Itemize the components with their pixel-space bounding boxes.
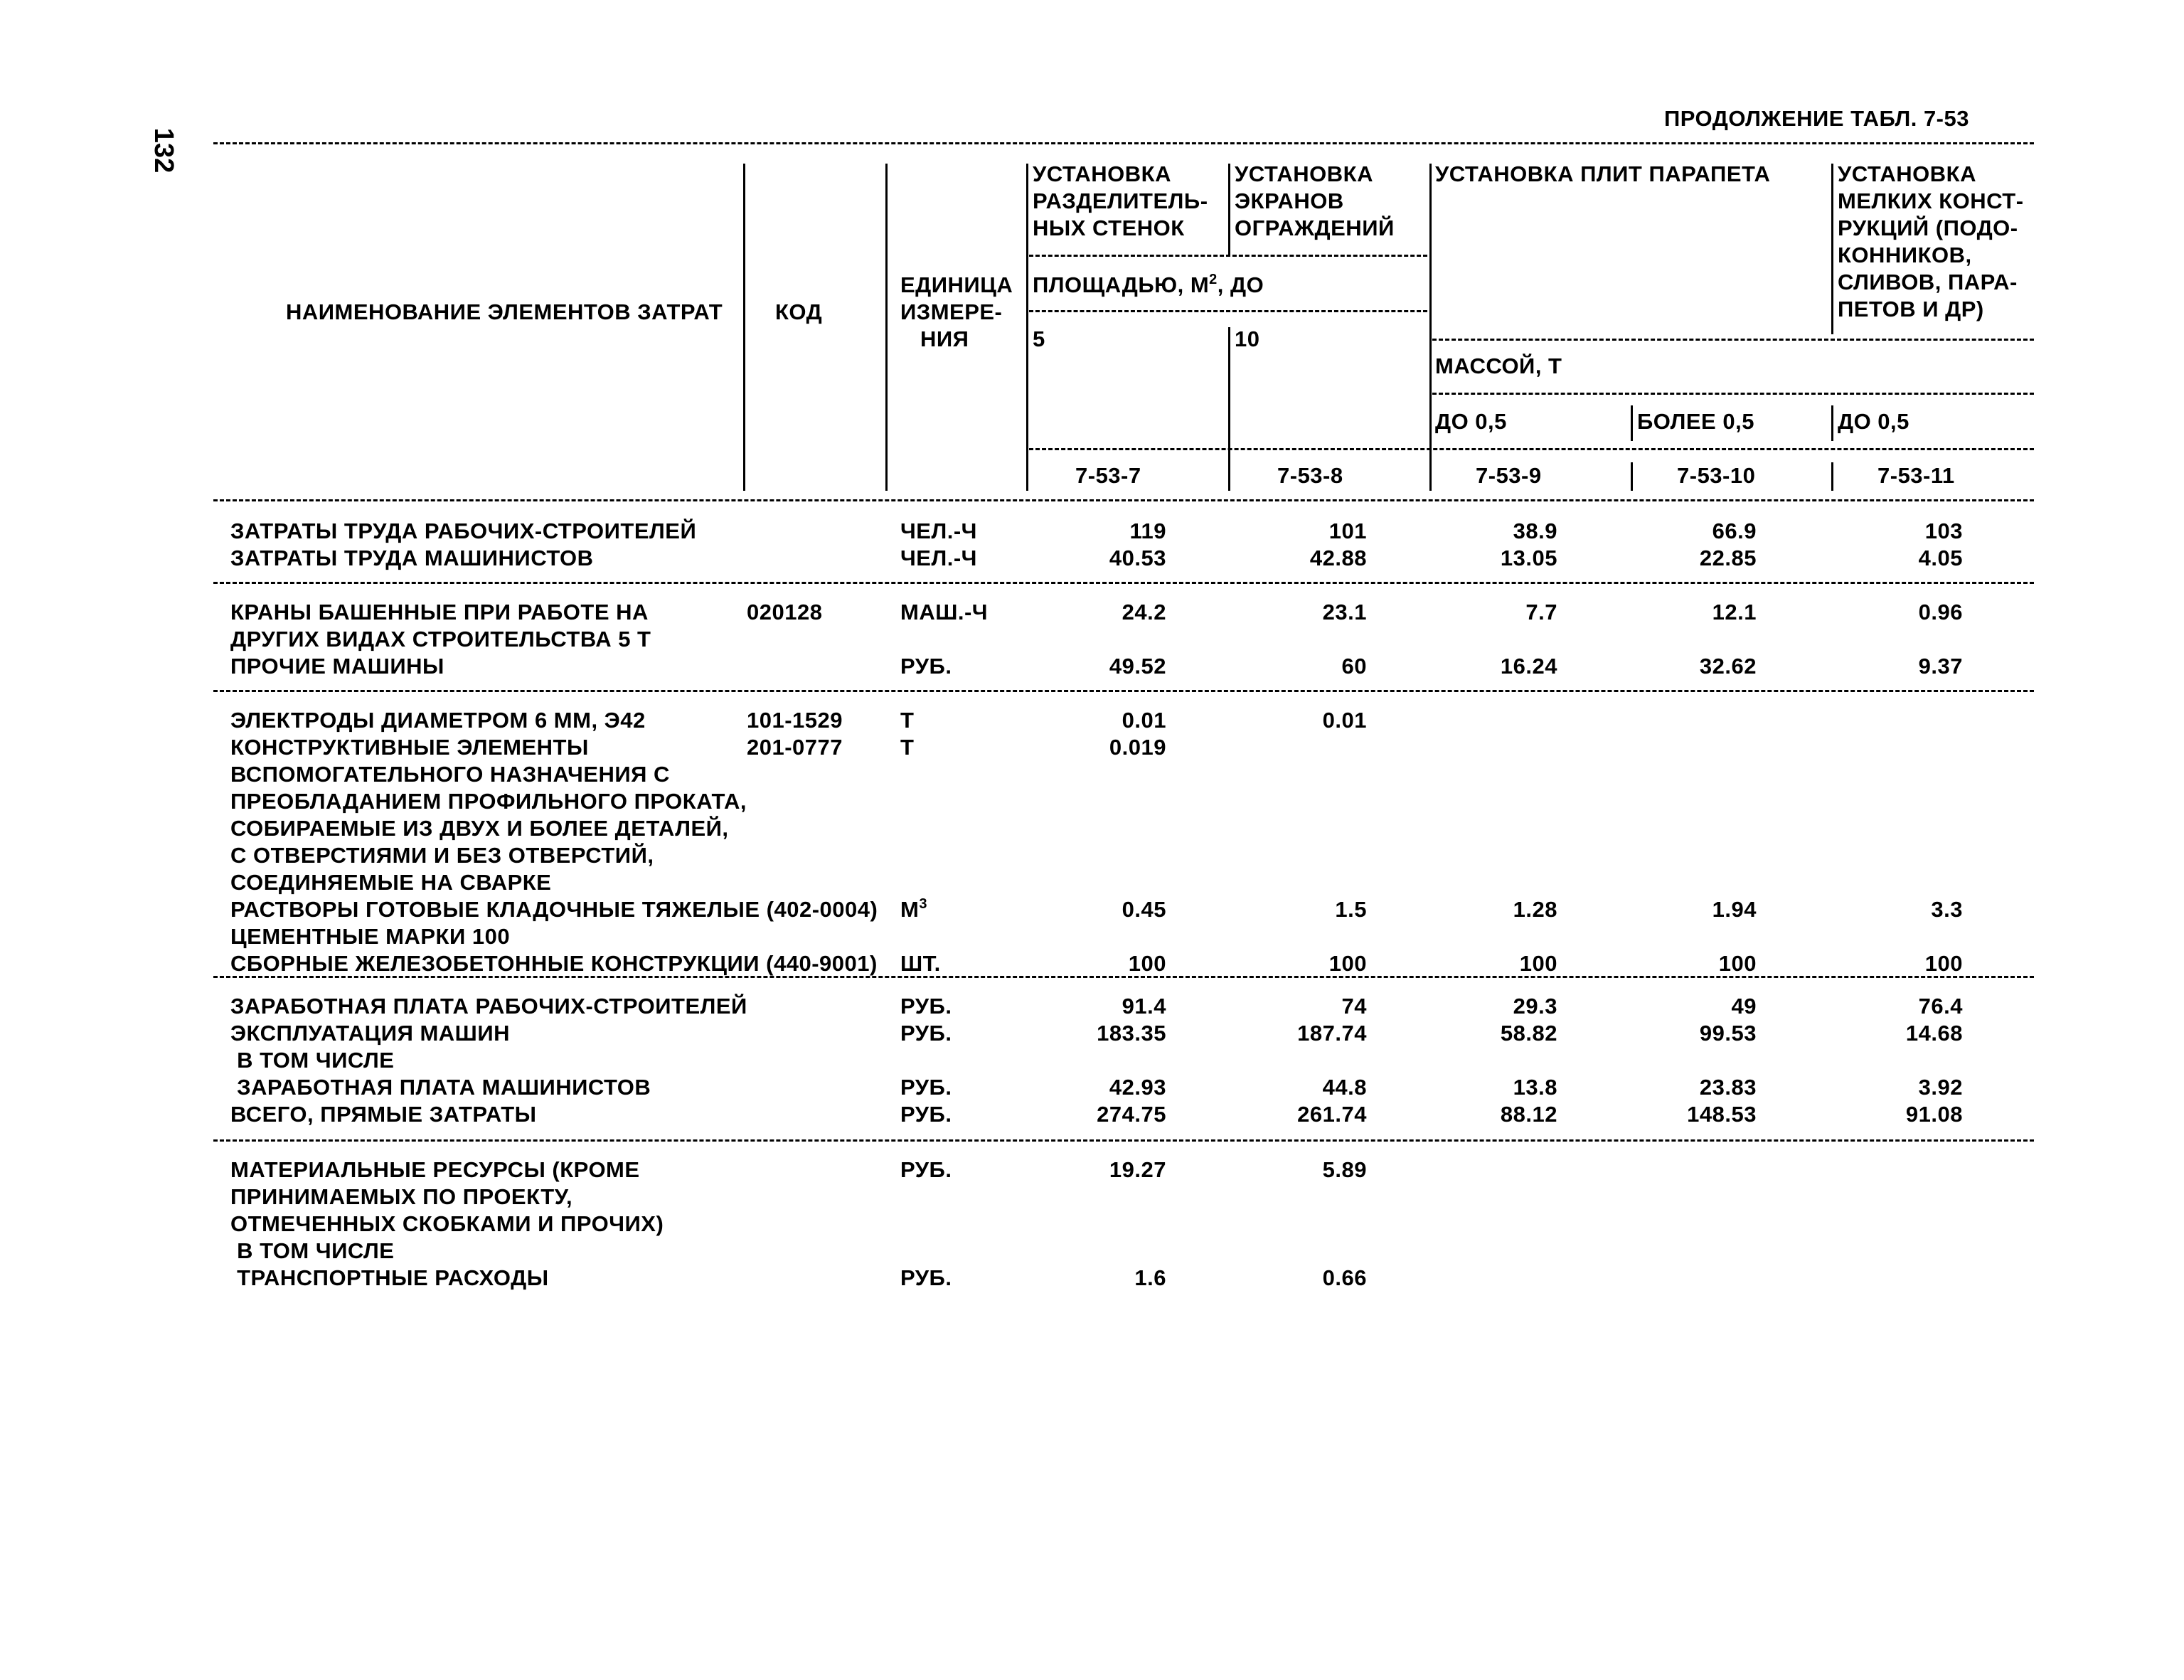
header-sub-rule xyxy=(1432,339,2034,341)
header-separator xyxy=(1831,164,1833,334)
row-value: 103 xyxy=(1924,519,1963,543)
header-sub-rule xyxy=(1432,393,2034,395)
row-value: 0.45 xyxy=(1122,897,1166,922)
row-value: 274.75 xyxy=(1097,1102,1166,1127)
row-name: ВСПОМОГАТЕЛЬНОГО НАЗНАЧЕНИЯ С xyxy=(230,762,670,787)
row-value: 100 xyxy=(1924,951,1963,976)
row-unit: МАШ.-Ч xyxy=(900,600,989,624)
row-value: 32.62 xyxy=(1699,654,1757,679)
row-value: 0.01 xyxy=(1122,708,1166,733)
header-col11-line1: УСТАНОВКА xyxy=(1838,161,1976,186)
header-separator xyxy=(1429,164,1432,491)
row-value: 187.74 xyxy=(1297,1021,1367,1046)
row-unit: ЧЕЛ.-Ч xyxy=(900,519,977,543)
row-value: 100 xyxy=(1328,951,1367,976)
row-unit: РУБ. xyxy=(900,1075,952,1100)
row-value: 58.82 xyxy=(1500,1021,1557,1046)
row-unit: РУБ. xyxy=(900,994,952,1019)
row-name: ТРАНСПОРТНЫЕ РАСХОДЫ xyxy=(230,1265,549,1290)
header-col11-line3: РУКЦИЙ (ПОДО- xyxy=(1838,216,2018,240)
row-unit: Т xyxy=(900,735,915,760)
row-value: 29.3 xyxy=(1513,994,1557,1019)
row-value: 14.68 xyxy=(1905,1021,1963,1046)
row-code: 101-1529 xyxy=(747,708,843,733)
header-code-7-53-11: 7-53-11 xyxy=(1877,463,1955,488)
row-value: 49 xyxy=(1731,994,1757,1019)
header-sub-rule xyxy=(1029,310,1427,312)
header-sub-rule xyxy=(1029,448,2034,450)
row-value: 24.2 xyxy=(1122,600,1166,624)
row-name: ЦЕМЕНТНЫЕ МАРКИ 100 xyxy=(230,924,511,949)
row-value: 49.52 xyxy=(1109,654,1166,679)
group-rule xyxy=(213,976,2034,978)
row-value: 4.05 xyxy=(1918,546,1963,570)
row-unit: Т xyxy=(900,708,915,733)
header-col11-line4: КОННИКОВ, xyxy=(1838,243,1972,267)
row-name: ПРОЧИЕ МАШИНЫ xyxy=(230,654,444,679)
row-name: ПРИНИМАЕМЫХ ПО ПРОЕКТУ, xyxy=(230,1184,573,1209)
row-value: 91.4 xyxy=(1122,994,1166,1019)
row-name: СОЕДИНЯЕМЫЕ НА СВАРКЕ xyxy=(230,870,552,895)
row-name: МАТЕРИАЛЬНЫЕ РЕСУРСЫ (КРОМЕ xyxy=(230,1157,640,1182)
row-unit: $М^3$ xyxy=(900,896,927,922)
row-value: 74 xyxy=(1341,994,1367,1019)
row-name: С ОТВЕРСТИЯМИ И БЕЗ ОТВЕРСТИЙ, xyxy=(230,843,654,868)
row-value: 16.24 xyxy=(1500,654,1557,679)
row-value: 148.53 xyxy=(1687,1102,1757,1127)
header-col8-line2: ЭКРАНОВ xyxy=(1235,188,1344,213)
row-code: 201-0777 xyxy=(747,735,843,760)
row-name: В ТОМ ЧИСЛЕ xyxy=(230,1238,395,1263)
row-value: 261.74 xyxy=(1297,1102,1367,1127)
row-value: 7.7 xyxy=(1525,600,1557,624)
row-name: ЗАРАБОТНАЯ ПЛАТА МАШИНИСТОВ xyxy=(230,1075,651,1100)
row-name: ВСЕГО, ПРЯМЫЕ ЗАТРАТЫ xyxy=(230,1102,537,1127)
row-name: ЭЛЕКТРОДЫ ДИАМЕТРОМ 6 ММ, Э42 xyxy=(230,708,646,733)
row-value: 19.27 xyxy=(1109,1157,1166,1182)
row-name: РАСТВОРЫ ГОТОВЫЕ КЛАДОЧНЫЕ ТЯЖЕЛЫЕ (402-0004) xyxy=(230,897,878,922)
header-separator xyxy=(1228,164,1230,256)
page-number: 132 xyxy=(149,127,179,174)
row-unit: ШТ. xyxy=(900,951,941,976)
header-area-label: ПЛОЩАДЬЮ, $М^2$, ДО xyxy=(1033,272,1264,297)
row-value: 13.05 xyxy=(1500,546,1557,570)
row-value: 101 xyxy=(1328,519,1367,543)
header-area-5: 5 xyxy=(1033,326,1045,351)
header-code-7-53-7: 7-53-7 xyxy=(1075,463,1141,488)
row-value: 99.53 xyxy=(1699,1021,1757,1046)
row-value: 44.8 xyxy=(1322,1075,1367,1100)
row-value: 12.1 xyxy=(1712,600,1757,624)
header-col7-line2: РАЗДЕЛИТЕЛЬ- xyxy=(1033,188,1208,213)
header-separator xyxy=(1026,164,1028,491)
row-name: ОТМЕЧЕННЫХ СКОБКАМИ И ПРОЧИХ) xyxy=(230,1211,664,1236)
row-value: 42.88 xyxy=(1309,546,1367,570)
row-unit: РУБ. xyxy=(900,1265,952,1290)
row-value: 0.66 xyxy=(1322,1265,1367,1290)
row-name: ЗАТРАТЫ ТРУДА РАБОЧИХ-СТРОИТЕЛЕЙ xyxy=(230,519,697,543)
row-value: 38.9 xyxy=(1513,519,1557,543)
row-value: 100 xyxy=(1519,951,1557,976)
header-col8-line3: ОГРАЖДЕНИЙ xyxy=(1235,216,1395,240)
header-col11-line5: СЛИВОВ, ПАРА- xyxy=(1838,270,2018,294)
header-separator xyxy=(743,164,745,491)
row-name: СОБИРАЕМЫЕ ИЗ ДВУХ И БОЛЕЕ ДЕТАЛЕЙ, xyxy=(230,816,729,841)
row-value: 88.12 xyxy=(1500,1102,1557,1127)
row-value: 76.4 xyxy=(1918,994,1963,1019)
header-separator xyxy=(1831,462,1833,491)
row-value: 23.83 xyxy=(1699,1075,1757,1100)
row-name: КРАНЫ БАШЕННЫЕ ПРИ РАБОТЕ НА xyxy=(230,600,649,624)
row-name: ЗАРАБОТНАЯ ПЛАТА РАБОЧИХ-СТРОИТЕЛЕЙ xyxy=(230,994,747,1019)
header-separator xyxy=(885,164,888,491)
row-value: 66.9 xyxy=(1712,519,1757,543)
header-mass-a: ДО 0,5 xyxy=(1435,409,1507,434)
header-mass-c: ДО 0,5 xyxy=(1838,409,1909,434)
row-value: 1.6 xyxy=(1134,1265,1166,1290)
header-unit-col-2: ИЗМЕРЕ- xyxy=(900,299,1003,324)
header-code-7-53-9: 7-53-9 xyxy=(1476,463,1542,488)
group-rule xyxy=(213,690,2034,692)
row-name: В ТОМ ЧИСЛЕ xyxy=(230,1048,395,1073)
row-value: 23.1 xyxy=(1322,600,1367,624)
header-mass-label: МАССОЙ, Т xyxy=(1435,353,1562,378)
row-name: ПРЕОБЛАДАНИЕМ ПРОФИЛЬНОГО ПРОКАТА, xyxy=(230,789,747,814)
row-value: 0.96 xyxy=(1918,600,1963,624)
row-value: 119 xyxy=(1129,519,1166,543)
header-area-10: 10 xyxy=(1235,326,1260,351)
row-value: 9.37 xyxy=(1918,654,1963,679)
header-name-col: НАИМЕНОВАНИЕ ЭЛЕМЕНТОВ ЗАТРАТ xyxy=(286,299,723,324)
row-name: ДРУГИХ ВИДАХ СТРОИТЕЛЬСТВА 5 Т xyxy=(230,627,651,652)
row-value: 1.5 xyxy=(1335,897,1367,922)
row-value: 42.93 xyxy=(1109,1075,1166,1100)
row-unit: РУБ. xyxy=(900,1021,952,1046)
header-sub-rule xyxy=(1029,255,1427,257)
row-value: 1.94 xyxy=(1712,897,1757,922)
header-col7-line3: НЫХ СТЕНОК xyxy=(1033,216,1185,240)
row-value: 100 xyxy=(1718,951,1757,976)
row-name: ЭКСПЛУАТАЦИЯ МАШИН xyxy=(230,1021,511,1046)
header-separator xyxy=(1631,462,1633,491)
header-col7-line1: УСТАНОВКА xyxy=(1033,161,1171,186)
row-value: 13.8 xyxy=(1513,1075,1557,1100)
row-value: 1.28 xyxy=(1513,897,1557,922)
header-mass-b: БОЛЕЕ 0,5 xyxy=(1637,409,1754,434)
row-value: 60 xyxy=(1341,654,1367,679)
header-code-7-53-8: 7-53-8 xyxy=(1277,463,1343,488)
header-bottom-rule xyxy=(213,499,2034,501)
continuation-caption: ПРОДОЛЖЕНИЕ ТАБЛ. 7-53 xyxy=(1664,106,1969,131)
row-code: 020128 xyxy=(747,600,823,624)
row-unit: РУБ. xyxy=(900,654,952,679)
row-value: 40.53 xyxy=(1109,546,1166,570)
header-unit-col-3: НИЯ xyxy=(920,326,969,351)
group-rule xyxy=(213,582,2034,584)
row-value: 183.35 xyxy=(1097,1021,1166,1046)
row-value: 5.89 xyxy=(1322,1157,1367,1182)
header-unit-col-1: ЕДИНИЦА xyxy=(900,272,1013,297)
row-name: КОНСТРУКТИВНЫЕ ЭЛЕМЕНТЫ xyxy=(230,735,589,760)
header-col9-10: УСТАНОВКА ПЛИТ ПАРАПЕТА xyxy=(1435,161,1771,186)
header-separator xyxy=(1228,462,1230,491)
row-unit: РУБ. xyxy=(900,1157,952,1182)
row-name: СБОРНЫЕ ЖЕЛЕЗОБЕТОННЫЕ КОНСТРУКЦИИ (440-9001) xyxy=(230,951,878,976)
header-col11-line6: ПЕТОВ И ДР) xyxy=(1838,297,1984,321)
row-value: 91.08 xyxy=(1905,1102,1963,1127)
row-unit: РУБ. xyxy=(900,1102,952,1127)
row-value: 22.85 xyxy=(1699,546,1757,570)
row-unit: ЧЕЛ.-Ч xyxy=(900,546,977,570)
row-value: 3.92 xyxy=(1918,1075,1963,1100)
header-code-7-53-10: 7-53-10 xyxy=(1677,463,1756,488)
row-value: 100 xyxy=(1128,951,1166,976)
row-value: 0.01 xyxy=(1322,708,1367,733)
group-rule xyxy=(213,1139,2034,1142)
header-separator xyxy=(1631,405,1633,441)
header-separator xyxy=(1831,405,1833,441)
row-value: 3.3 xyxy=(1931,897,1963,922)
header-top-rule xyxy=(213,142,2034,144)
row-value: 0.019 xyxy=(1109,735,1166,760)
header-col8-line1: УСТАНОВКА xyxy=(1235,161,1373,186)
row-name: ЗАТРАТЫ ТРУДА МАШИНИСТОВ xyxy=(230,546,594,570)
header-col11-line2: МЕЛКИХ КОНСТ- xyxy=(1838,188,2024,213)
header-code-col: КОД xyxy=(775,299,823,324)
